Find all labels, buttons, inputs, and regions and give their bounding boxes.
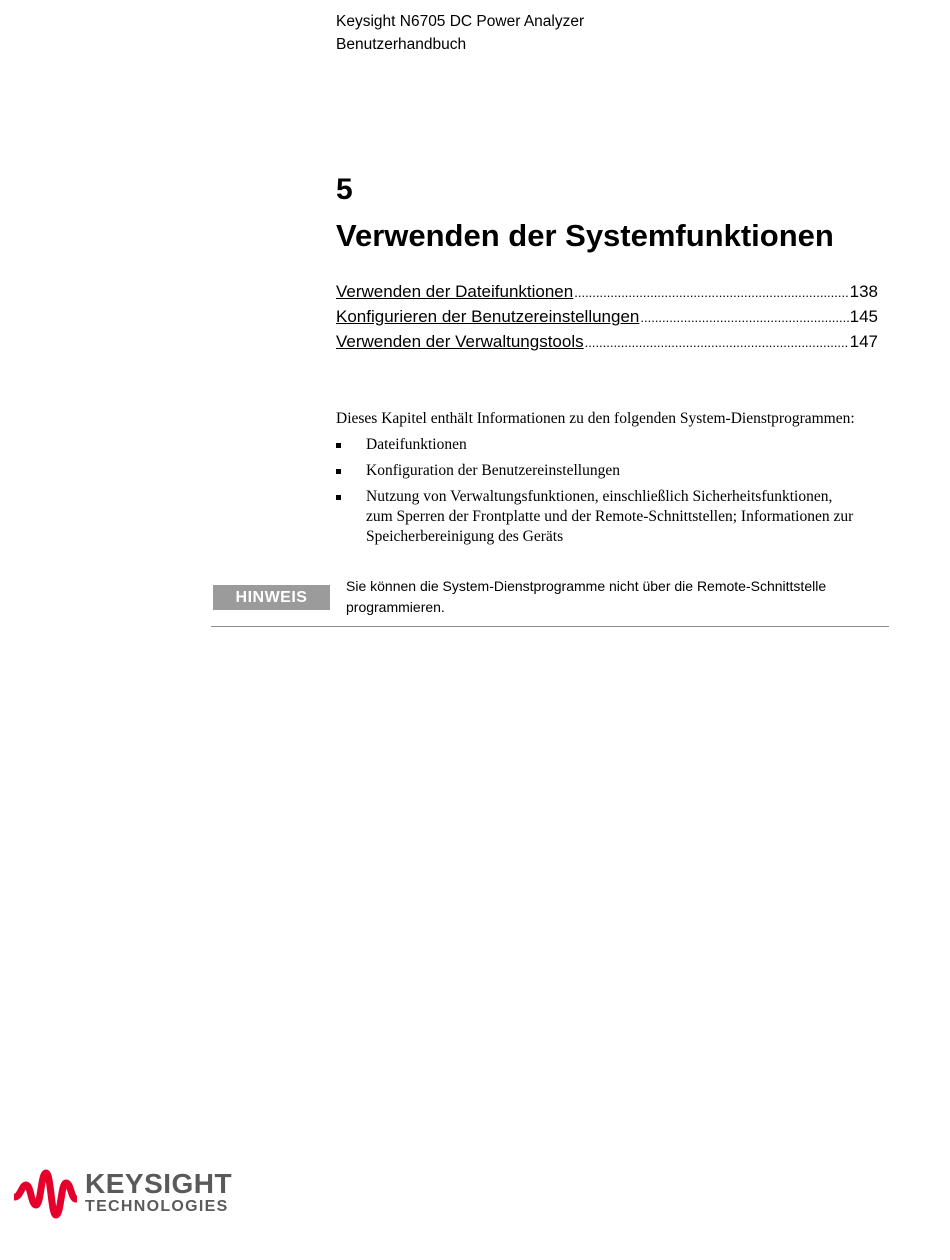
keysight-wave-icon [14, 1167, 77, 1219]
toc-leader-dots [574, 280, 848, 305]
toc-link[interactable]: Verwenden der Verwaltungstools [336, 332, 584, 351]
chapter-title: Verwenden der Systemfunktionen [336, 218, 834, 253]
keysight-logo [14, 1165, 232, 1221]
header-product-title: Keysight N6705 DC Power Analyzer [336, 13, 585, 30]
list-item-text: Nutzung von Verwaltungsfunktionen, einschließlich Sicherheitsfunktionen, zum Sperren der Frontplatte und der Remote-Schnittstellen; Informationen zur Speicherbereinigung des Geräts [366, 488, 854, 545]
toc-leader-dots [640, 305, 848, 330]
toc-entry-user-settings[interactable] [336, 304, 878, 329]
intro-paragraph: Dieses Kapitel enthält Informationen zu den folgenden System-Dienstprogrammen: [336, 410, 855, 427]
note-text: Sie können die System-Dienstprogramme nicht über die Remote-Schnittstelle programmieren. [346, 578, 827, 615]
toc-link[interactable]: Konfigurieren der Benutzereinstellungen [336, 307, 640, 326]
list-item-text: Dateifunktionen [366, 436, 467, 453]
toc-page-number: 145 [849, 307, 878, 326]
chapter-toc [336, 279, 878, 354]
toc-page-number: 147 [849, 332, 878, 351]
document-header [336, 10, 584, 56]
header-manual-title: Benutzerhandbuch [336, 36, 467, 53]
chapter-number: 5 [336, 173, 353, 206]
list-item [336, 461, 856, 481]
logo-name: KEYSIGHT [85, 1168, 233, 1199]
toc-link[interactable]: Verwenden der Dateifunktionen [336, 282, 574, 301]
bullet-icon [336, 443, 341, 448]
chapter-intro [336, 409, 856, 553]
logo-subtitle: TECHNOLOGIES [85, 1198, 229, 1215]
bullet-icon [336, 495, 341, 500]
list-item [336, 487, 856, 547]
list-item [336, 435, 856, 455]
bullet-icon [336, 469, 341, 474]
bullet-list [336, 435, 856, 547]
toc-page-number: 138 [849, 282, 878, 301]
toc-entry-file-functions[interactable] [336, 279, 878, 304]
toc-leader-dots [585, 330, 849, 355]
note-divider [211, 626, 889, 627]
list-item-text: Konfiguration der Benutzereinstellungen [366, 462, 620, 479]
toc-entry-admin-tools[interactable] [336, 329, 878, 354]
note-label: HINWEIS [213, 585, 330, 610]
logo-wordmark [85, 1170, 232, 1216]
